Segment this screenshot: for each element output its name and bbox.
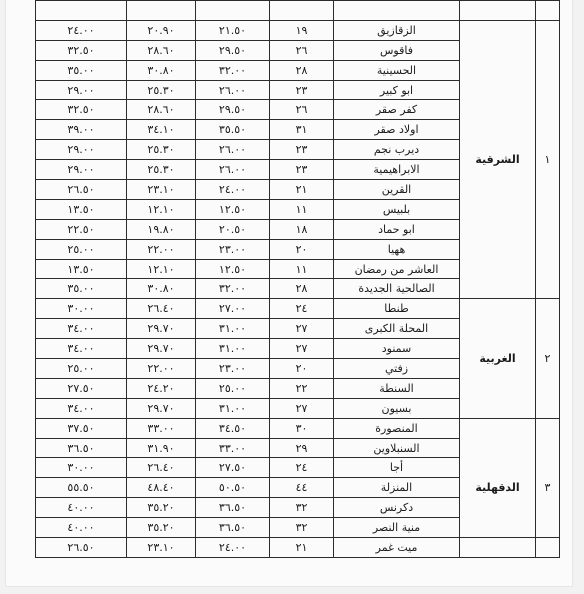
city-name: السنطة bbox=[334, 378, 460, 398]
value-cell: ١١ bbox=[270, 199, 334, 219]
governorate-name: الغربية bbox=[460, 299, 536, 418]
governorate-index: ٣ bbox=[536, 418, 560, 557]
value-cell: ١٢.١٠ bbox=[127, 259, 196, 279]
value-cell: ١٢.١٠ bbox=[127, 199, 196, 219]
value-cell: ١٢.٥٠ bbox=[196, 259, 270, 279]
value-cell: ٢٦.٥٠ bbox=[36, 180, 127, 200]
city-name: طنطا bbox=[334, 299, 460, 319]
value-cell: ٣٥.٠٠ bbox=[36, 60, 127, 80]
value-cell: ٣٢.٠٠ bbox=[196, 279, 270, 299]
value-cell: ٣٤.٥٠ bbox=[196, 418, 270, 438]
value-cell: ٣٤.٠٠ bbox=[36, 339, 127, 359]
value-cell: ٤٤ bbox=[270, 478, 334, 498]
top-edge-cell bbox=[334, 1, 460, 21]
value-cell: ٤٠.٠٠ bbox=[36, 498, 127, 518]
value-cell: ١٩.٨٠ bbox=[127, 219, 196, 239]
value-cell: ٢١.٥٠ bbox=[196, 20, 270, 40]
value-cell: ٣٣.٠٠ bbox=[127, 418, 196, 438]
city-name: ديرب نجم bbox=[334, 140, 460, 160]
value-cell: ٢٠.٥٠ bbox=[196, 219, 270, 239]
value-cell: ٢٨.٦٠ bbox=[127, 100, 196, 120]
value-cell: ١٨ bbox=[270, 219, 334, 239]
value-cell: ٣١ bbox=[270, 120, 334, 140]
governorate-index: ٢ bbox=[536, 299, 560, 418]
value-cell: ١١ bbox=[270, 259, 334, 279]
value-cell: ٤٨.٤٠ bbox=[127, 478, 196, 498]
value-cell: ٣٣.٠٠ bbox=[196, 438, 270, 458]
table-top-edge-row bbox=[36, 1, 560, 21]
value-cell: ٢٤.٠٠ bbox=[36, 20, 127, 40]
value-cell: ٣٩.٠٠ bbox=[36, 120, 127, 140]
value-cell: ٢٢.٥٠ bbox=[36, 219, 127, 239]
value-cell: ٢٣.١٠ bbox=[127, 538, 196, 558]
value-cell: ٢٥.٣٠ bbox=[127, 160, 196, 180]
value-cell: ٣٢ bbox=[270, 518, 334, 538]
value-cell: ٢٤ bbox=[270, 299, 334, 319]
value-cell: ٢٣ bbox=[270, 160, 334, 180]
value-cell: ٢٥.٣٠ bbox=[127, 80, 196, 100]
city-name: المحلة الكبرى bbox=[334, 319, 460, 339]
city-name: العاشر من رمضان bbox=[334, 259, 460, 279]
value-cell: ٤٠.٠٠ bbox=[36, 518, 127, 538]
fare-table-body bbox=[36, 1, 560, 558]
table-row bbox=[36, 20, 560, 40]
value-cell: ٣٢.٠٠ bbox=[196, 60, 270, 80]
top-edge-cell bbox=[536, 1, 560, 21]
value-cell: ٢٦.٠٠ bbox=[196, 140, 270, 160]
governorate-index: ١ bbox=[536, 20, 560, 298]
value-cell: ٢٦.٤٠ bbox=[127, 299, 196, 319]
city-name: ابو حماد bbox=[334, 219, 460, 239]
value-cell: ٣٦.٥٠ bbox=[196, 498, 270, 518]
value-cell: ٢٧ bbox=[270, 319, 334, 339]
value-cell: ٢٣.٠٠ bbox=[196, 359, 270, 379]
table-bottom-border bbox=[35, 537, 559, 538]
value-cell: ٢٧.٥٠ bbox=[36, 378, 127, 398]
governorate-name: الشرقية bbox=[460, 20, 536, 298]
value-cell: ٢٢ bbox=[270, 378, 334, 398]
value-cell: ٥٠.٥٠ bbox=[196, 478, 270, 498]
value-cell: ٢٩.٧٠ bbox=[127, 398, 196, 418]
city-name: منية النصر bbox=[334, 518, 460, 538]
governorate-name: الدقهلية bbox=[460, 418, 536, 557]
value-cell: ٢٩.٠٠ bbox=[36, 80, 127, 100]
city-name: الحسينية bbox=[334, 60, 460, 80]
value-cell: ٣٦.٥٠ bbox=[36, 438, 127, 458]
table-row bbox=[36, 299, 560, 319]
value-cell: ٢٩.٥٠ bbox=[196, 100, 270, 120]
table-row bbox=[36, 418, 560, 438]
value-cell: ٣٠.٠٠ bbox=[36, 299, 127, 319]
value-cell: ٣٢.٥٠ bbox=[36, 100, 127, 120]
value-cell: ٢٨ bbox=[270, 279, 334, 299]
value-cell: ١٢.٥٠ bbox=[196, 199, 270, 219]
city-name: السنبلاوين bbox=[334, 438, 460, 458]
value-cell: ٣٢.٥٠ bbox=[36, 40, 127, 60]
value-cell: ٢٦.٥٠ bbox=[36, 538, 127, 558]
value-cell: ٢٩.٠٠ bbox=[36, 160, 127, 180]
fare-table bbox=[35, 0, 560, 558]
value-cell: ٢٧.٠٠ bbox=[196, 299, 270, 319]
city-name: سمنود bbox=[334, 339, 460, 359]
value-cell: ٢٨ bbox=[270, 60, 334, 80]
value-cell: ٣٥.٢٠ bbox=[127, 518, 196, 538]
value-cell: ١٣.٥٠ bbox=[36, 259, 127, 279]
value-cell: ٢٨.٦٠ bbox=[127, 40, 196, 60]
value-cell: ٢٣.٠٠ bbox=[196, 239, 270, 259]
value-cell: ٣٠.٨٠ bbox=[127, 60, 196, 80]
top-edge-cell bbox=[127, 1, 196, 21]
top-edge-cell bbox=[36, 1, 127, 21]
city-name: ميت غمر bbox=[334, 538, 460, 558]
value-cell: ٢١ bbox=[270, 538, 334, 558]
value-cell: ٣٥.٠٠ bbox=[36, 279, 127, 299]
value-cell: ٣٠.٠٠ bbox=[36, 458, 127, 478]
city-name: المنصورة bbox=[334, 418, 460, 438]
value-cell: ٣٥.٥٠ bbox=[196, 120, 270, 140]
top-edge-cell bbox=[196, 1, 270, 21]
top-edge-cell bbox=[270, 1, 334, 21]
value-cell: ٣٥.٢٠ bbox=[127, 498, 196, 518]
value-cell: ٢٤ bbox=[270, 458, 334, 478]
city-name: فاقوس bbox=[334, 40, 460, 60]
value-cell: ٢٥.٣٠ bbox=[127, 140, 196, 160]
city-name: ابو كبير bbox=[334, 80, 460, 100]
value-cell: ٢٩.٧٠ bbox=[127, 319, 196, 339]
city-name: أجا bbox=[334, 458, 460, 478]
value-cell: ٣٤.١٠ bbox=[127, 120, 196, 140]
value-cell: ٢٣.١٠ bbox=[127, 180, 196, 200]
value-cell: ٢٥.٠٠ bbox=[196, 378, 270, 398]
city-name: ههيا bbox=[334, 239, 460, 259]
city-name: الزقازيق bbox=[334, 20, 460, 40]
value-cell: ٢٤.٠٠ bbox=[196, 538, 270, 558]
city-name: كفر صقر bbox=[334, 100, 460, 120]
value-cell: ٢٦.٤٠ bbox=[127, 458, 196, 478]
value-cell: ٢١ bbox=[270, 180, 334, 200]
value-cell: ٢٣ bbox=[270, 140, 334, 160]
value-cell: ٣١.٩٠ bbox=[127, 438, 196, 458]
value-cell: ٣٤.٠٠ bbox=[36, 319, 127, 339]
city-name: القرين bbox=[334, 180, 460, 200]
value-cell: ٢٣ bbox=[270, 80, 334, 100]
value-cell: ٢٤.٢٠ bbox=[127, 378, 196, 398]
value-cell: ٣١.٠٠ bbox=[196, 319, 270, 339]
city-name: الابراهيمية bbox=[334, 160, 460, 180]
city-name: بسيون bbox=[334, 398, 460, 418]
city-name: بلبيس bbox=[334, 199, 460, 219]
value-cell: ٢٠ bbox=[270, 239, 334, 259]
value-cell: ٢٩.٠٠ bbox=[36, 140, 127, 160]
value-cell: ٢٦ bbox=[270, 100, 334, 120]
value-cell: ٢٢.٠٠ bbox=[127, 359, 196, 379]
value-cell: ٢٥.٠٠ bbox=[36, 239, 127, 259]
city-name: اولاد صقر bbox=[334, 120, 460, 140]
value-cell: ٢٠.٩٠ bbox=[127, 20, 196, 40]
value-cell: ٣١.٠٠ bbox=[196, 398, 270, 418]
document-page bbox=[6, 0, 572, 586]
value-cell: ٢٦.٠٠ bbox=[196, 160, 270, 180]
value-cell: ٣٦.٥٠ bbox=[196, 518, 270, 538]
value-cell: ٣١.٠٠ bbox=[196, 339, 270, 359]
value-cell: ٢٢.٠٠ bbox=[127, 239, 196, 259]
value-cell: ٣٠.٨٠ bbox=[127, 279, 196, 299]
value-cell: ٢٩.٥٠ bbox=[196, 40, 270, 60]
value-cell: ١٣.٥٠ bbox=[36, 199, 127, 219]
city-name: الصالحية الجديدة bbox=[334, 279, 460, 299]
top-edge-cell bbox=[460, 1, 536, 21]
value-cell: ١٩ bbox=[270, 20, 334, 40]
value-cell: ٣٠ bbox=[270, 418, 334, 438]
value-cell: ٥٥.٥٠ bbox=[36, 478, 127, 498]
city-name: زفتي bbox=[334, 359, 460, 379]
value-cell: ٢٩ bbox=[270, 438, 334, 458]
value-cell: ٣٢ bbox=[270, 498, 334, 518]
value-cell: ٢٧ bbox=[270, 398, 334, 418]
city-name: دكرنس bbox=[334, 498, 460, 518]
city-name: المنزلة bbox=[334, 478, 460, 498]
value-cell: ٣٧.٥٠ bbox=[36, 418, 127, 438]
value-cell: ٢٧.٥٠ bbox=[196, 458, 270, 478]
value-cell: ٣٤.٠٠ bbox=[36, 398, 127, 418]
value-cell: ٢٠ bbox=[270, 359, 334, 379]
value-cell: ٢٦ bbox=[270, 40, 334, 60]
value-cell: ٢٦.٠٠ bbox=[196, 80, 270, 100]
value-cell: ٢٩.٧٠ bbox=[127, 339, 196, 359]
value-cell: ٢٧ bbox=[270, 339, 334, 359]
value-cell: ٢٥.٠٠ bbox=[36, 359, 127, 379]
value-cell: ٢٤.٠٠ bbox=[196, 180, 270, 200]
